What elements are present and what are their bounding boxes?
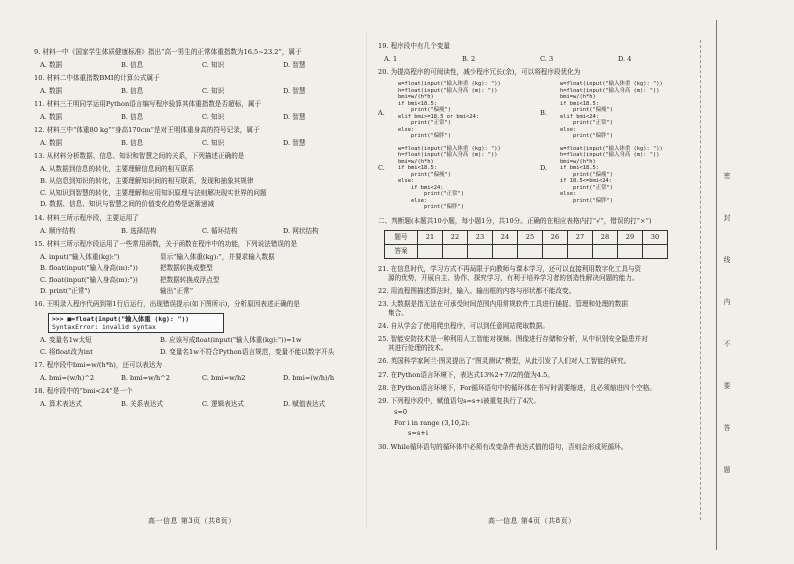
option: A. 1 bbox=[384, 55, 398, 64]
question-9-options bbox=[40, 61, 364, 70]
question-10: 10. 材料二中体重指数BMI的计算公式属于 bbox=[34, 74, 160, 82]
question-14: 14. 材料三所示程序段，主要运用了 bbox=[34, 213, 139, 222]
option: D. bmi=(w/h)/h bbox=[283, 374, 335, 383]
question-20: 20. 为提高程序的可阅读性，减少程序冗长(余)，可以将程序段优化为 bbox=[378, 68, 581, 76]
option: C. 将float改为int bbox=[40, 347, 93, 356]
code-line: s=s+i bbox=[408, 429, 428, 438]
option bbox=[40, 276, 364, 285]
option: D. 智慧 bbox=[283, 61, 306, 70]
option-code: D. print("正常") bbox=[40, 286, 91, 295]
margin-char: 内 bbox=[723, 298, 731, 306]
option: B. 从信息到知识的转化，主要理解知识间的相互联系，发现和抽象其规律 bbox=[40, 177, 254, 185]
option: D. 网状结构 bbox=[283, 227, 319, 235]
option: A. 数据 bbox=[40, 139, 63, 148]
option: B. 应该写成float(input("输入体重(kg):"))=1w bbox=[160, 336, 302, 345]
question-26: 26. 英国科学家阿兰·图灵提出了“图灵测试”模型，从此引发了人们对人工智能的研究。 bbox=[378, 357, 631, 366]
terminal-line: >>> ■=float(input("输入体重 (kg): ")) bbox=[52, 315, 190, 324]
table-cell: 21 bbox=[418, 230, 443, 244]
option: A. 数据 bbox=[40, 61, 63, 70]
option: B. bmi=w/h^2 bbox=[121, 374, 170, 383]
option: D. 赋值表达式 bbox=[283, 400, 326, 409]
option: C. 知识 bbox=[202, 87, 225, 96]
option: B. 选择结构 bbox=[121, 227, 157, 235]
left-page bbox=[34, 48, 364, 413]
table-cell: 24 bbox=[493, 230, 518, 244]
question-19: 19. 程序段中有几个变量 bbox=[378, 42, 450, 50]
answer-table bbox=[384, 230, 668, 259]
margin-char: 答 bbox=[723, 424, 731, 432]
option: C. 从知识到智慧的转化，主要理解和应用知识原理与法则解决现实世界的问题 bbox=[40, 188, 267, 197]
section-heading: 二、判断题(本题共10小题，每小题1分，共10分。正确的在相应表格内打“√”，错误的打“×”) bbox=[378, 216, 652, 225]
option-label: B. bbox=[540, 109, 547, 118]
option bbox=[40, 253, 364, 262]
option-label: D. bbox=[540, 163, 548, 172]
question-25: 25. 智能安防技术是一种利用人工智能对视频、图像进行存储和分析，从中识别安全隐患并对 bbox=[378, 335, 648, 344]
option: B. 信息 bbox=[121, 113, 144, 122]
question-13: 13. 从材料分析数据、信息、知识和智慧之间的关系，下列描述正确的是 bbox=[34, 152, 245, 160]
option-desc: 把数据转换成整型 bbox=[160, 264, 213, 273]
question-17: 17. 程序段中bmi=w/(h*h)，还可以表达为 bbox=[34, 361, 163, 370]
binding-line bbox=[716, 20, 717, 550]
code-option-d: w=float(input("输入体重 (kg): ")) h=float(input("输入身高 (m): ")) bmi=w/(h*h) if bmi<18.5: print("偏瘦") if 18.5<=bmi<24: print("正常") else: print("偏胖") bbox=[560, 145, 663, 204]
table-cell: 27 bbox=[568, 230, 593, 244]
option: C. 知识 bbox=[202, 61, 225, 70]
option bbox=[40, 336, 364, 345]
option: C. bmi=w/h2 bbox=[202, 374, 246, 383]
answer-cell[interactable] bbox=[618, 244, 643, 258]
option: C. 知识 bbox=[202, 113, 225, 122]
margin-char: 要 bbox=[723, 382, 731, 390]
answer-cell[interactable] bbox=[643, 244, 668, 258]
question-15: 15. 材料三所示程序段运用了一些常用函数，关于函数在程序中的功能，下列说法错误的是 bbox=[34, 239, 298, 248]
question-18-options bbox=[40, 400, 364, 409]
option: A. 数据 bbox=[40, 87, 63, 96]
page-fold bbox=[366, 30, 367, 530]
right-page bbox=[378, 42, 696, 456]
answer-cell[interactable] bbox=[518, 244, 543, 258]
option: C. 循环结构 bbox=[202, 227, 238, 235]
margin-char: 线 bbox=[723, 256, 731, 264]
option: A. 从数据到信息的转化，主要理解信息间的相互联系 bbox=[40, 165, 195, 174]
question-10-options bbox=[40, 87, 364, 96]
question-28: 28. 在Python语言环境下，For循环语句中的循环体在书写时需要缩进，且必须缩进四个空格。 bbox=[378, 383, 656, 392]
option: B. 信息 bbox=[121, 139, 144, 148]
question-20-options bbox=[378, 81, 696, 210]
question-24: 24. 自从学会了使用爬虫程序，可以到任意网站爬取数据。 bbox=[378, 322, 549, 331]
option-code: C. float(input("输入身高(m):")) bbox=[40, 275, 138, 284]
option bbox=[40, 287, 364, 296]
question-27: 27. 在Python语言环境下，表达式13%2+7//2的值为4.5。 bbox=[378, 370, 554, 379]
option-code: A. input("输入体重(kg):") bbox=[40, 253, 120, 261]
question-21: 21. 在信息时代，学习方式不再局限于向教师与课本学习，还可以直接利用数字化工具与资 bbox=[378, 264, 642, 273]
code-line: s=0 bbox=[394, 407, 408, 416]
margin-char: 不 bbox=[723, 340, 731, 348]
option-label: A. bbox=[378, 109, 385, 118]
table-cell: 30 bbox=[643, 230, 668, 244]
option: C. 知识 bbox=[202, 139, 225, 148]
option: B. 信息 bbox=[121, 61, 144, 70]
option-desc: 把数据转换成浮点型 bbox=[160, 275, 220, 284]
terminal-error: SyntaxError: invalid syntax bbox=[52, 323, 156, 332]
option: A. 变量名1w太短 bbox=[40, 336, 92, 345]
margin-char: 题 bbox=[723, 466, 731, 474]
code-option-a: w=float(input("输入体重 (kg): ")) h=float(input("输入身高 (m): ")) bmi=w/(h*h) if bmi<18.5: print("偏瘦") elif bmi>=18.5 or bmi<24: print("正常") else: print("偏胖") bbox=[398, 81, 501, 140]
table-cell: 答案 bbox=[385, 244, 418, 258]
option: D. 变量名1w不符合Python语言规范，变量不能以数字开头 bbox=[160, 347, 335, 356]
code-option-c: w=float(input("输入体重 (kg): ")) h=float(input("输入身高 (m): ")) bmi=w/(h*h) if bmi<18.5: print("偏瘦") else: if bmi<24: print("正常") else: print("偏胖") bbox=[398, 145, 501, 211]
margin-char: 封 bbox=[723, 214, 731, 222]
code-option-b: w=float(input("输入体重 (kg): ")) h=float(input("输入身高 (m): ")) bmi=w/(h*h) if bmi<18.5: print("偏瘦") elif bmi<24: print("正常") else: print("偏胖") bbox=[560, 81, 663, 140]
question-12: 12. 材料三中“体重80 kg”“身高170cm”是对王明体重身高的符号记录，属于 bbox=[34, 126, 260, 134]
option: D. 智慧 bbox=[283, 139, 306, 148]
margin-char: 密 bbox=[723, 172, 731, 180]
table-cell: 22 bbox=[443, 230, 468, 244]
option: A. 数据 bbox=[40, 113, 63, 122]
table-cell: 26 bbox=[543, 230, 568, 244]
option: A. bmi=(w/h)^2 bbox=[40, 374, 95, 383]
question-23: 23. 大数据是指无法在可承受时间范围内用常规软件工具进行捕捉、管理和处理的数据 bbox=[378, 300, 628, 309]
option: A. 算术表达式 bbox=[40, 400, 82, 409]
right-page-footer: 高一信息 第4页（共8页） bbox=[488, 517, 576, 525]
table-answer-row bbox=[385, 244, 668, 258]
option: D. 数据、信息、知识与智慧之间的价值变化趋势是逐渐递减 bbox=[40, 200, 215, 209]
question-25-cont: 其进行处理的技术。 bbox=[388, 344, 448, 353]
option: D. 智慧 bbox=[283, 113, 306, 122]
answer-cell[interactable] bbox=[493, 244, 518, 258]
question-11-options bbox=[40, 113, 364, 122]
option-desc: 显示“输入体重(kg):”，并要求输入数据 bbox=[160, 253, 275, 261]
question-9: 9. 材料一中《国家学生体质健康标准》指出“高一男生的正常体重指数为16.5~23.2”，属于 bbox=[34, 48, 302, 56]
option-desc: 输出“正常” bbox=[160, 286, 194, 295]
answer-cell[interactable] bbox=[593, 244, 618, 258]
error-screenshot bbox=[48, 313, 224, 333]
table-cell: 题号 bbox=[385, 230, 418, 244]
table-cell: 25 bbox=[518, 230, 543, 244]
option: D. 智慧 bbox=[283, 87, 306, 96]
option: B. 关系表达式 bbox=[121, 400, 164, 409]
answer-cell[interactable] bbox=[543, 244, 568, 258]
option-label: C. bbox=[378, 163, 385, 172]
option: D. 4 bbox=[618, 55, 632, 64]
question-22: 22. 用流程图描述算法时，输入、输出框的内容与形状都不能改变。 bbox=[378, 286, 576, 295]
option: B. 信息 bbox=[121, 87, 144, 96]
question-23-cont: 集合。 bbox=[388, 308, 408, 317]
option-code: B. float(input("输入身高(m):")) bbox=[40, 264, 138, 273]
table-cell: 28 bbox=[593, 230, 618, 244]
table-cell: 29 bbox=[618, 230, 643, 244]
table-cell: 23 bbox=[468, 230, 493, 244]
question-12-options bbox=[40, 139, 364, 148]
table-header-row bbox=[385, 230, 668, 244]
answer-cell[interactable] bbox=[468, 244, 493, 258]
question-11: 11. 材料三王明同学运用Python语言编写程序验算其体重指数是否超标，属于 bbox=[34, 100, 262, 108]
answer-cell[interactable] bbox=[443, 244, 468, 258]
seal-dashed-line bbox=[700, 40, 701, 520]
option: C. 3 bbox=[540, 55, 554, 64]
option bbox=[40, 264, 364, 273]
question-18: 18. 程序段中的“bmi<24”是一个 bbox=[34, 387, 133, 396]
option: B. 2 bbox=[462, 55, 476, 64]
question-16: 16. 王明录入程序代码到第1行后运行，出现错误提示(如下图所示)，分析原因表述正确的是 bbox=[34, 300, 300, 309]
question-19-options bbox=[384, 55, 696, 64]
option: A. 顺序结构 bbox=[40, 227, 76, 235]
option bbox=[40, 348, 364, 357]
question-14-options bbox=[40, 227, 364, 236]
answer-cell[interactable] bbox=[418, 244, 443, 258]
option: C. 逻辑表达式 bbox=[202, 400, 244, 409]
question-29: 29. 下列程序段中，赋值语句s=s+i被重复执行了4次。 bbox=[378, 397, 540, 406]
left-page-footer: 高一信息 第3页（共8页） bbox=[148, 517, 236, 525]
question-21-cont: 源的优势，开展自主、协作、探究学习，有利于培养学习者的创造性解决问题的能力。 bbox=[388, 273, 639, 282]
question-17-options bbox=[40, 374, 364, 383]
answer-cell[interactable] bbox=[568, 244, 593, 258]
code-line: For i in range (3,10,2): bbox=[394, 418, 470, 427]
question-30: 30. While循环语句的循环体中必须有改变条件表达式值的语句，否则会形成死循环。 bbox=[378, 442, 628, 451]
